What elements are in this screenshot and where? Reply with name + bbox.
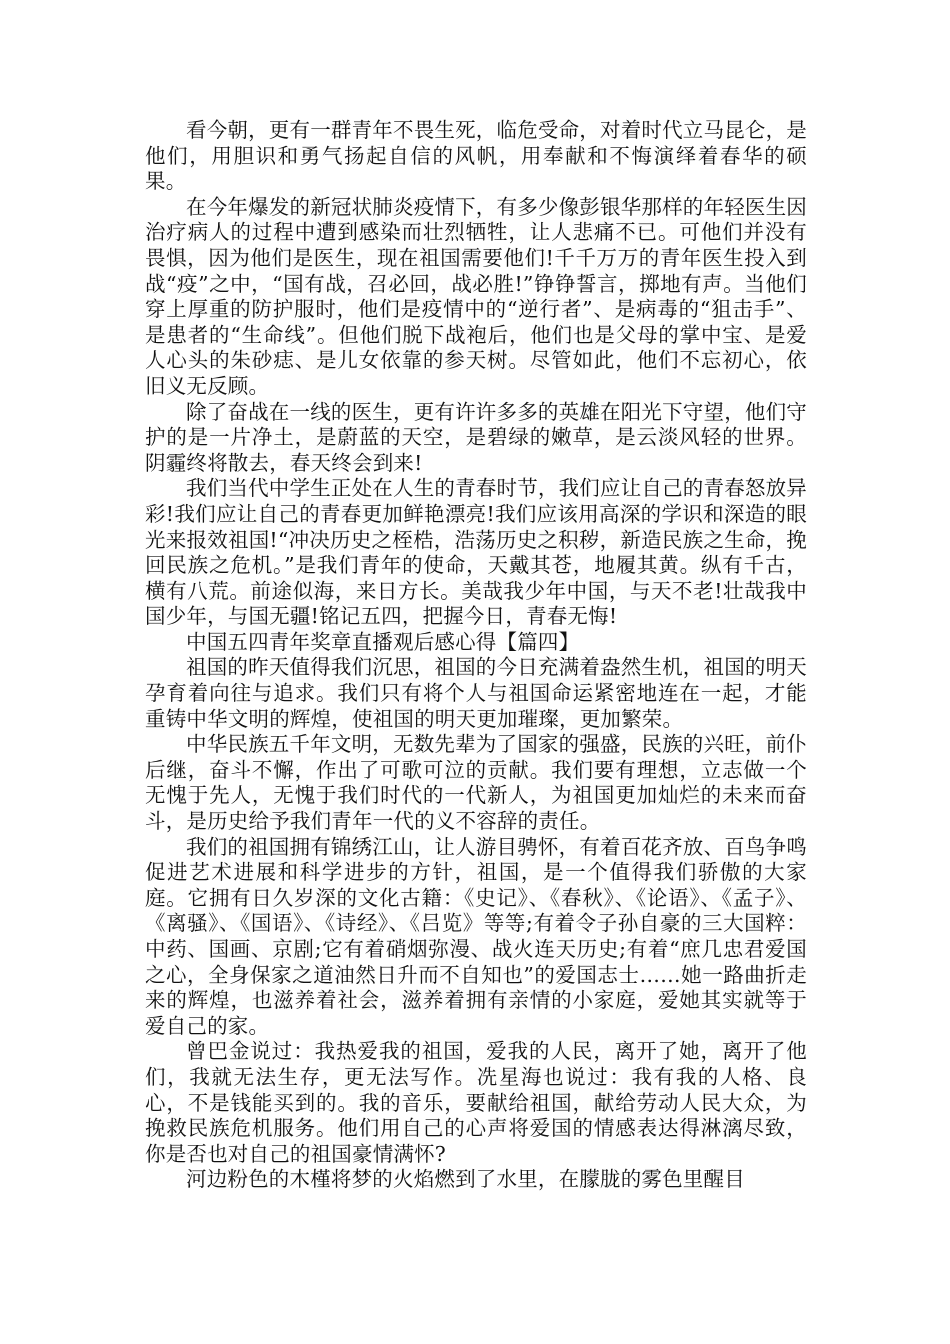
document-body [145,118,807,1193]
paragraph-5: 祖国的昨天值得我们沉思，祖国的今日充满着盎然生机，祖国的明天孕育着向往与追求。我们只有将个人与祖国命运紧密地连在一起，才能重铸中华文明的辉煌，使祖国的明天更加璀璨，更加繁荣。 [145,655,807,731]
paragraph-3: 除了奋战在一线的医生，更有许许多多的英雄在阳光下守望，他们守护的是一片净土，是蔚蓝的天空，是碧绿的嫩草，是云淡风轻的世界。阴霾终将散去，春天终会到来! [145,399,807,475]
paragraph-7: 我们的祖国拥有锦绣江山，让人游目骋怀，有着百花齐放、百鸟争鸣促进艺术进展和科学进步的方针，祖国，是一个值得我们骄傲的大家庭。它拥有日久岁深的文化古籍：《史记》、《春秋》、《论语》、《孟子》、《离骚》、《国语》、《诗经》、《吕览》等等;有着令子孙自豪的三大国粹：中药、国画、京剧;它有着硝烟弥漫、战火连天历史;有着“庶几忠君爱国之心，全身保家之道油然日升而不自知也”的爱国志士……她一路曲折走来的辉煌，也滋养着社会，滋养着拥有亲情的小家庭，爱她其实就等于爱自己的家。 [145,834,807,1038]
paragraph-2: 在今年爆发的新冠状肺炎疫情下，有多少像彭银华那样的年轻医生因治疗病人的过程中遭到感染而壮烈牺牲，让人悲痛不已。可他们并没有畏惧，因为他们是医生，现在祖国需要他们!千千万万的青年医生投入到战“疫”之中，“国有战，召必回，战必胜!”铮铮誓言，掷地有声。当他们穿上厚重的防护服时，他们是疫情中的“逆行者”、是病毒的“狙击手”、是患者的“生命线”。但他们脱下战袍后，他们也是父母的掌中宝、是爱人心头的朱砂痣、是儿女依靠的参天树。尽管如此，他们不忘初心，依旧义无反顾。 [145,194,807,398]
section-heading: 中国五四青年奖章直播观后感心得【篇四】 [186,629,580,654]
paragraph-8: 曾巴金说过：我热爱我的祖国，爱我的人民，离开了她，离开了他们，我就无法生存，更无法写作。冼星海也说过：我有我的人格、良心，不是钱能买到的。我的音乐，要献给祖国，献给劳动人民大众，为挽救民族危机服务。他们用自己的心声将爱国的情感表达得淋漓尽致，你是否也对自己的祖国豪情满怀? [145,1039,807,1166]
paragraph-6: 中华民族五千年文明，无数先辈为了国家的强盛，民族的兴旺，前仆后继，奋斗不懈，作出了可歌可泣的贡献。我们要有理想，立志做一个无愧于先人，无愧于我们时代的一代新人，为祖国更加灿烂的未来而奋斗，是历史给予我们青年一代的义不容辞的责任。 [145,732,807,834]
paragraph-4: 我们当代中学生正处在人生的青春时节，我们应让自己的青春怒放异彩!我们应让自己的青春更加鲜艳漂亮!我们应该用高深的学识和深造的眼光来报效祖国!“冲决历史之桎梏，浩荡历史之积秽，新造民族之生命，挽回民族之危机。”是我们青年的使命，天戴其苍，地履其黄。纵有千古，横有八荒。前途似海，来日方长。美哉我少年中国，与天不老!壮哉我中国少年，与国无疆!铭记五四，把握今日，青春无悔! [145,476,807,629]
paragraph-1: 看今朝，更有一群青年不畏生死，临危受命，对着时代立马昆仑，是他们，用胆识和勇气扬起自信的风帆，用奉献和不悔演绎着春华的硕果。 [145,118,807,194]
paragraph-9: 河边粉色的木槿将梦的火焰燃到了水里，在朦胧的雾色里醒目 [186,1167,745,1192]
